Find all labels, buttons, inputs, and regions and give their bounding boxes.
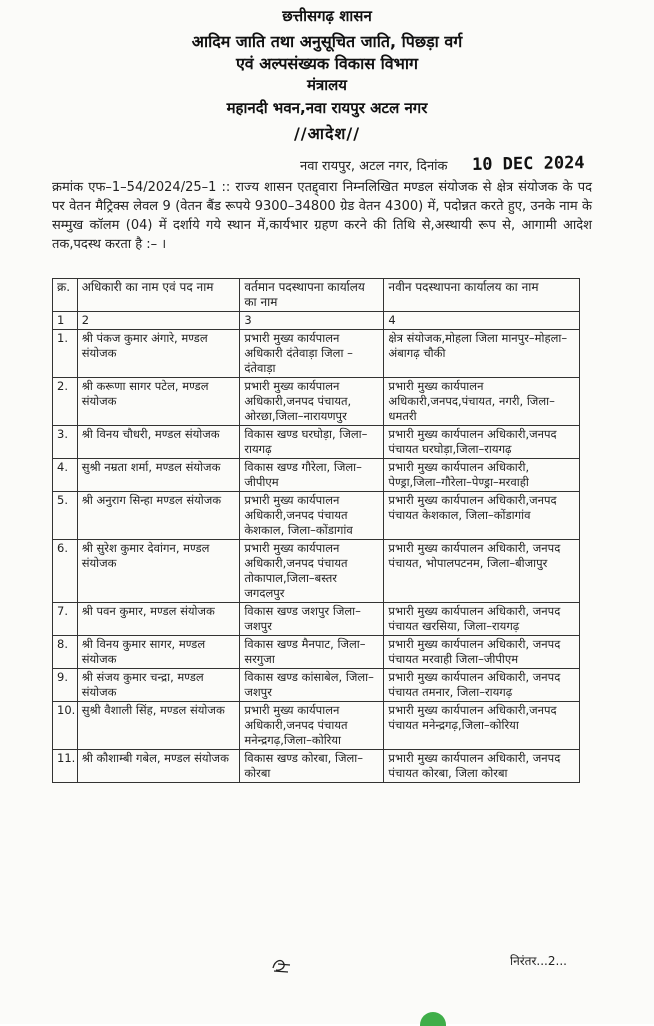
- govt-name: छत्तीसगढ़ शासन: [282, 7, 372, 25]
- cell-officer-name: सुश्री नम्रता शर्मा, मण्डल संयोजक: [77, 459, 240, 492]
- table-row: [53, 603, 580, 636]
- cell-officer-name: श्री कौशाम्बी गबेल, मण्डल संयोजक: [77, 750, 240, 783]
- date-place: नवा रायपुर, अटल नगर, दिनांक: [300, 159, 448, 174]
- cell-new-posting: प्रभारी मुख्य कार्यपालन अधिकारी, जनपद पंचायत, भोपालपटनम, जिला–बीजापुर: [384, 540, 580, 603]
- table-row: [53, 540, 580, 603]
- cell-officer-name: श्री सुरेश कुमार देवांगन, मण्डल संयोजक: [77, 540, 240, 603]
- cell-current-posting: विकास खण्ड कांसाबेल, जिला– जशपुर: [240, 669, 384, 702]
- table-row: [53, 378, 580, 426]
- cell-officer-name: श्री विनय कुमार सागर, मण्डल संयोजक: [77, 636, 240, 669]
- cell-current-posting: विकास खण्ड कोरबा, जिला–कोरबा: [240, 750, 384, 783]
- table-row: [53, 330, 580, 378]
- order-body-text: क्रमांक एफ–1–54/2024/25–1 :: राज्य शासन एतद्द्वारा निम्नलिखित मण्डल संयोजक से क्षेत्र संयोजक के पद पर वेतन मैट्रिक्स लेवल 9 (वेतन बैंड रूपये 9300–34800 ग्रेड वेतन 4300) में, पदोन्नत करते हुए, उनके नाम के सम्मुख कॉलम (04) में दर्शाये गये स्थान में,कार्यभार ग्रहण करने की तिथि से,अस्थायी रूप से, आगामी आदेश तक,पदस्थ करता है :– ।: [52, 180, 592, 252]
- header-officer-name: अधिकारी का नाम एवं पद नाम: [77, 279, 240, 312]
- cell-serial: 3.: [53, 426, 78, 459]
- table-row: [53, 669, 580, 702]
- ministry-label: मंत्रालय: [306, 76, 347, 94]
- continued-note: निरंतर...2...: [510, 954, 567, 968]
- cell-new-posting: प्रभारी मुख्य कार्यपालन अधिकारी, जनपद पंचायत तमनार, जिला–रायगढ़: [384, 669, 580, 702]
- cell-new-posting: प्रभारी मुख्य कार्यपालन अधिकारी, पेण्ड्रा,जिला–गौरेला–पेण्ड्रा–मरवाही: [384, 459, 580, 492]
- signature-mark: [270, 956, 294, 974]
- cell-officer-name: श्री पंकज कुमार अंगारे, मण्डल संयोजक: [77, 330, 240, 378]
- cell-officer-name: श्री अनुराग सिन्हा मण्डल संयोजक: [77, 492, 240, 540]
- col-number: 1: [53, 312, 78, 330]
- cell-new-posting: प्रभारी मुख्य कार्यपालन अधिकारी, जनपद पंचायत मरवाही जिला–जीपीएम: [384, 636, 580, 669]
- header-new-posting: नवीन पदस्थापना कार्यालय का नाम: [384, 279, 580, 312]
- col-number: 2: [77, 312, 240, 330]
- cell-serial: 10.: [53, 702, 78, 750]
- cell-new-posting: क्षेत्र संयोजक,मोहला जिला मानपुर–मोहला–अंबागढ़ चौकी: [384, 330, 580, 378]
- cell-current-posting: विकास खण्ड जशपुर जिला–जशपुर: [240, 603, 384, 636]
- cell-serial: 4.: [53, 459, 78, 492]
- cell-current-posting: विकास खण्ड घरघोड़ा, जिला–रायगढ़: [240, 426, 384, 459]
- cell-serial: 8.: [53, 636, 78, 669]
- table-row: [53, 492, 580, 540]
- table-header-row: [53, 279, 580, 312]
- order-heading: //आदेश//: [293, 124, 361, 143]
- department-line-1: आदिम जाति तथा अनुसूचित जाति, पिछड़ा वर्ग: [191, 32, 463, 51]
- cell-new-posting: प्रभारी मुख्य कार्यपालन अधिकारी, जनपद पंचायत खरसिया, जिला–रायगढ़: [384, 603, 580, 636]
- header-current-posting: वर्तमान पदस्थापना कार्यालय का नाम: [240, 279, 384, 312]
- table-row: [53, 750, 580, 783]
- col-number: 3: [240, 312, 384, 330]
- cell-serial: 7.: [53, 603, 78, 636]
- cell-new-posting: प्रभारी मुख्य कार्यपालन अधिकारी,जनपद पंचायत घरघोड़ा,जिला–रायगढ़: [384, 426, 580, 459]
- cell-current-posting: प्रभारी मुख्य कार्यपालन अधिकारी,जनपद पंचायत, ओरछा,जिला–नारायणपुर: [240, 378, 384, 426]
- cell-current-posting: प्रभारी मुख्य कार्यपालन अधिकारी,जनपद पंचायत मनेन्द्रगढ़,जिला–कोरिया: [240, 702, 384, 750]
- cell-current-posting: प्रभारी मुख्य कार्यपालन अधिकारी दंतेवाड़ा जिला – दंतेवाड़ा: [240, 330, 384, 378]
- cell-officer-name: सुश्री वैशाली सिंह, मण्डल संयोजक: [77, 702, 240, 750]
- posting-table: [52, 278, 580, 783]
- cell-serial: 2.: [53, 378, 78, 426]
- table-row: [53, 702, 580, 750]
- cell-officer-name: श्री पवन कुमार, मण्डल संयोजक: [77, 603, 240, 636]
- cell-current-posting: प्रभारी मुख्य कार्यपालन अधिकारी,जनपद पंचायत तोकापाल,जिला–बस्तर जगदलपुर: [240, 540, 384, 603]
- date-stamp: 10 DEC 2024: [471, 153, 585, 175]
- cell-serial: 5.: [53, 492, 78, 540]
- cell-officer-name: श्री करूणा सागर पटेल, मण्डल संयोजक: [77, 378, 240, 426]
- col-number: 4: [384, 312, 580, 330]
- department-line-2: एवं अल्पसंख्यक विकास विभाग: [235, 54, 419, 73]
- cell-serial: 9.: [53, 669, 78, 702]
- cell-new-posting: प्रभारी मुख्य कार्यपालन अधिकारी,जनपद,पंचायत, नगरी, जिला–धमतरी: [384, 378, 580, 426]
- cell-serial: 1.: [53, 330, 78, 378]
- address-line: महानदी भवन,नवा रायपुर अटल नगर: [226, 99, 428, 117]
- header-serial: क्र.: [53, 279, 78, 312]
- table-row: [53, 459, 580, 492]
- table-column-number-row: [53, 312, 580, 330]
- cell-new-posting: प्रभारी मुख्य कार्यपालन अधिकारी, जनपद पंचायत कोरबा, जिला कोरबा: [384, 750, 580, 783]
- cell-new-posting: प्रभारी मुख्य कार्यपालन अधिकारी,जनपद पंचायत केशकाल, जिला–कोंडागांव: [384, 492, 580, 540]
- cell-serial: 6.: [53, 540, 78, 603]
- cell-officer-name: श्री संजय कुमार चन्द्रा, मण्डल संयोजक: [77, 669, 240, 702]
- cell-new-posting: प्रभारी मुख्य कार्यपालन अधिकारी,जनपद पंचायत मनेन्द्रगढ़,जिला–कोरिया: [384, 702, 580, 750]
- cell-current-posting: विकास खण्ड गौरेला, जिला–जीपीएम: [240, 459, 384, 492]
- table-row: [53, 636, 580, 669]
- cell-current-posting: विकास खण्ड मैनपाट, जिला– सरगुजा: [240, 636, 384, 669]
- cell-serial: 11.: [53, 750, 78, 783]
- cell-current-posting: प्रभारी मुख्य कार्यपालन अधिकारी,जनपद पंचायत केशकाल, जिला–कोंडागांव: [240, 492, 384, 540]
- cell-officer-name: श्री विनय चौधरी, मण्डल संयोजक: [77, 426, 240, 459]
- table-row: [53, 426, 580, 459]
